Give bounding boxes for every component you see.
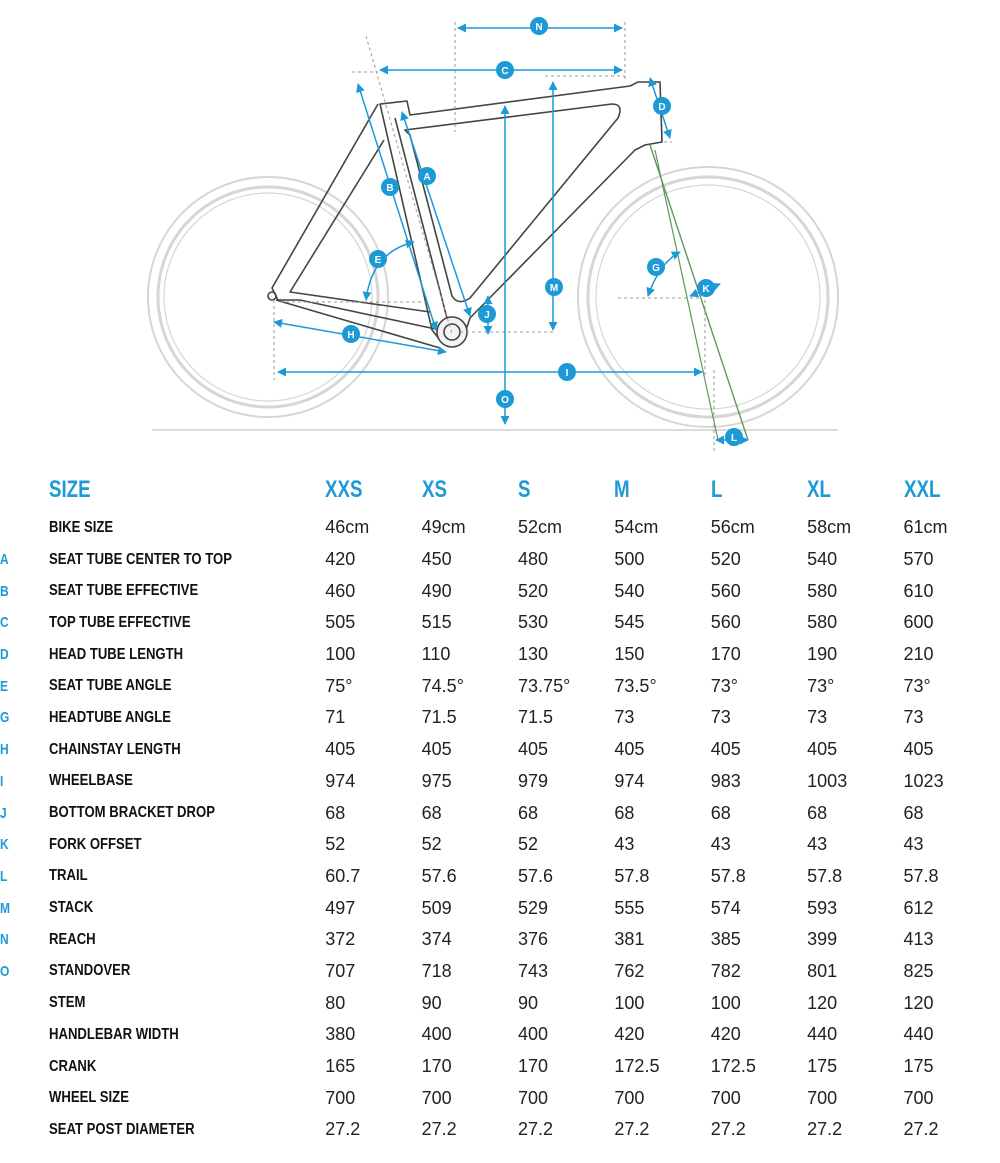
label-o-text: O bbox=[501, 395, 509, 406]
row-value: 593 bbox=[807, 897, 838, 918]
row-label: TRAIL bbox=[49, 867, 88, 885]
row-value: 73 bbox=[903, 707, 924, 728]
row-letter: D bbox=[0, 646, 9, 664]
label-badge-a bbox=[418, 167, 436, 185]
row-value: 440 bbox=[903, 1024, 934, 1045]
size-column-s: S bbox=[518, 476, 531, 503]
row-value: 170 bbox=[518, 1056, 549, 1077]
row-value: 43 bbox=[710, 834, 731, 855]
row-value: 610 bbox=[903, 580, 934, 601]
row-label: SEAT POST DIAMETER bbox=[49, 1120, 195, 1138]
row-value: 68 bbox=[421, 802, 442, 823]
row-label: STANDOVER bbox=[49, 962, 131, 980]
row-value: 90 bbox=[421, 992, 442, 1013]
bike-geometry-diagram bbox=[0, 0, 1000, 460]
row-value: 27.2 bbox=[710, 1119, 746, 1140]
dimension-guides bbox=[274, 22, 714, 452]
size-column-xxl: XXL bbox=[903, 476, 940, 503]
size-column-xl: XL bbox=[807, 476, 832, 503]
row-letter: E bbox=[0, 677, 9, 695]
row-letter: C bbox=[0, 614, 9, 632]
header-letter-spacer bbox=[0, 468, 49, 512]
row-value: 801 bbox=[807, 960, 838, 981]
table-row bbox=[0, 861, 1000, 893]
row-value: 540 bbox=[807, 549, 838, 570]
front-wheel bbox=[578, 167, 838, 427]
row-value: 825 bbox=[903, 960, 934, 981]
table-row bbox=[0, 892, 1000, 924]
table-row bbox=[0, 607, 1000, 639]
row-value: 170 bbox=[421, 1056, 452, 1077]
geometry-table-body bbox=[0, 512, 1000, 1146]
row-label: TOP TUBE EFFECTIVE bbox=[49, 613, 191, 631]
table-row bbox=[0, 1019, 1000, 1051]
row-value: 68 bbox=[614, 802, 635, 823]
row-value: 700 bbox=[325, 1087, 356, 1108]
dimension-arrows bbox=[274, 28, 748, 440]
row-value: 52cm bbox=[518, 517, 563, 538]
table-row bbox=[0, 544, 1000, 576]
label-l-text: L bbox=[730, 433, 738, 444]
row-value: 73° bbox=[710, 675, 739, 696]
row-value: 707 bbox=[325, 960, 356, 981]
row-value: 110 bbox=[421, 644, 451, 665]
label-h-text: H bbox=[347, 330, 355, 341]
row-letter: I bbox=[0, 772, 4, 790]
row-value: 73 bbox=[807, 707, 828, 728]
row-label: BIKE SIZE bbox=[49, 518, 114, 536]
label-badge-m bbox=[545, 278, 563, 296]
row-value: 580 bbox=[807, 612, 838, 633]
row-value: 27.2 bbox=[614, 1119, 650, 1140]
row-value: 700 bbox=[518, 1087, 549, 1108]
row-letter bbox=[0, 987, 39, 1019]
size-header-label: SIZE bbox=[49, 476, 91, 503]
table-row bbox=[0, 1114, 1000, 1146]
row-label: HANDLEBAR WIDTH bbox=[49, 1025, 179, 1043]
row-label: HEADTUBE ANGLE bbox=[49, 708, 172, 726]
row-value: 743 bbox=[518, 960, 549, 981]
row-letter: O bbox=[0, 962, 10, 980]
size-column-xxs: XXS bbox=[325, 476, 363, 503]
row-value: 520 bbox=[710, 549, 741, 570]
row-label: BOTTOM BRACKET DROP bbox=[49, 804, 216, 822]
label-k-text: K bbox=[702, 284, 710, 295]
row-label: SEAT TUBE ANGLE bbox=[49, 677, 172, 695]
label-badge-o bbox=[496, 390, 514, 408]
row-value: 376 bbox=[518, 929, 549, 950]
label-e-text: E bbox=[374, 255, 382, 266]
row-letter bbox=[0, 1019, 39, 1051]
row-value: 57.6 bbox=[518, 865, 554, 886]
row-value: 100 bbox=[710, 992, 741, 1013]
row-value: 73 bbox=[710, 707, 731, 728]
label-badge-k bbox=[697, 279, 715, 297]
row-value: 27.2 bbox=[421, 1119, 457, 1140]
row-label: HEAD TUBE LENGTH bbox=[49, 645, 184, 663]
row-value: 580 bbox=[807, 580, 838, 601]
row-value: 979 bbox=[518, 770, 549, 791]
row-value: 983 bbox=[710, 770, 741, 791]
row-value: 782 bbox=[710, 960, 741, 981]
row-value: 80 bbox=[325, 992, 346, 1013]
label-n-text: N bbox=[535, 22, 543, 33]
row-value: 413 bbox=[903, 929, 934, 950]
table-row bbox=[0, 956, 1000, 988]
row-letter: K bbox=[0, 836, 9, 854]
row-value: 27.2 bbox=[807, 1119, 843, 1140]
row-value: 73.5° bbox=[614, 675, 657, 696]
row-value: 374 bbox=[421, 929, 452, 950]
row-value: 57.6 bbox=[421, 865, 457, 886]
row-value: 1023 bbox=[903, 770, 944, 791]
row-label: WHEELBASE bbox=[49, 772, 134, 790]
row-value: 27.2 bbox=[518, 1119, 554, 1140]
row-value: 509 bbox=[421, 897, 452, 918]
row-label: CHAINSTAY LENGTH bbox=[49, 740, 181, 758]
label-a-text: A bbox=[423, 172, 431, 183]
row-value: 73 bbox=[614, 707, 635, 728]
row-value: 460 bbox=[325, 580, 356, 601]
row-value: 400 bbox=[518, 1024, 549, 1045]
row-label: STACK bbox=[49, 899, 94, 917]
row-value: 100 bbox=[614, 992, 645, 1013]
row-value: 49cm bbox=[421, 517, 466, 538]
row-letter bbox=[0, 1082, 39, 1114]
row-value: 440 bbox=[807, 1024, 838, 1045]
row-value: 58cm bbox=[807, 517, 852, 538]
row-value: 450 bbox=[421, 549, 452, 570]
row-value: 420 bbox=[614, 1024, 645, 1045]
size-column-l: L bbox=[710, 476, 723, 503]
row-value: 73° bbox=[903, 675, 931, 696]
row-value: 529 bbox=[518, 897, 549, 918]
row-value: 61cm bbox=[903, 517, 948, 538]
row-label: CRANK bbox=[49, 1057, 97, 1075]
table-row bbox=[0, 639, 1000, 671]
row-value: 52 bbox=[325, 834, 346, 855]
row-value: 505 bbox=[325, 612, 356, 633]
label-badge-j bbox=[478, 305, 496, 323]
geometry-table bbox=[0, 468, 1000, 1146]
row-value: 90 bbox=[518, 992, 539, 1013]
row-value: 68 bbox=[710, 802, 731, 823]
row-letter bbox=[0, 512, 39, 544]
row-value: 555 bbox=[614, 897, 645, 918]
row-value: 530 bbox=[518, 612, 549, 633]
row-value: 56cm bbox=[710, 517, 755, 538]
label-badge-n bbox=[530, 17, 548, 35]
bike-frame bbox=[268, 82, 662, 348]
row-value: 27.2 bbox=[325, 1119, 361, 1140]
row-value: 43 bbox=[903, 834, 924, 855]
row-value: 120 bbox=[807, 992, 838, 1013]
row-value: 405 bbox=[807, 739, 838, 760]
label-badge-h bbox=[342, 325, 360, 343]
row-value: 700 bbox=[614, 1087, 645, 1108]
row-label: STEM bbox=[49, 994, 86, 1012]
row-value: 570 bbox=[903, 549, 934, 570]
row-value: 381 bbox=[614, 929, 645, 950]
row-value: 540 bbox=[614, 580, 645, 601]
row-letter: N bbox=[0, 931, 9, 949]
row-value: 400 bbox=[421, 1024, 452, 1045]
row-value: 405 bbox=[421, 739, 452, 760]
table-row bbox=[0, 734, 1000, 766]
row-value: 165 bbox=[325, 1056, 356, 1077]
label-badge-i bbox=[558, 363, 576, 381]
bike-geometry-svg bbox=[0, 0, 1000, 460]
row-value: 68 bbox=[518, 802, 539, 823]
row-value: 52 bbox=[518, 834, 539, 855]
row-letter bbox=[0, 1114, 39, 1146]
table-row bbox=[0, 766, 1000, 798]
row-value: 560 bbox=[710, 612, 741, 633]
row-value: 57.8 bbox=[614, 865, 650, 886]
row-value: 490 bbox=[421, 580, 452, 601]
row-letter: M bbox=[0, 899, 10, 917]
table-row bbox=[0, 797, 1000, 829]
row-letter: G bbox=[0, 709, 10, 727]
row-value: 71 bbox=[325, 707, 346, 728]
row-value: 54cm bbox=[614, 517, 659, 538]
row-letter: L bbox=[0, 867, 8, 885]
row-label: FORK OFFSET bbox=[49, 835, 142, 853]
row-value: 100 bbox=[325, 644, 356, 665]
table-row bbox=[0, 987, 1000, 1019]
row-value: 130 bbox=[518, 644, 549, 665]
table-row bbox=[0, 829, 1000, 861]
row-value: 1003 bbox=[807, 770, 848, 791]
row-value: 762 bbox=[614, 960, 645, 981]
row-value: 420 bbox=[710, 1024, 741, 1045]
row-value: 120 bbox=[903, 992, 934, 1013]
row-value: 68 bbox=[807, 802, 828, 823]
table-row bbox=[0, 670, 1000, 702]
row-value: 974 bbox=[325, 770, 356, 791]
row-value: 46cm bbox=[325, 517, 370, 538]
row-value: 700 bbox=[903, 1087, 934, 1108]
size-column-xs: XS bbox=[421, 476, 447, 503]
row-value: 190 bbox=[807, 644, 838, 665]
row-value: 500 bbox=[614, 549, 645, 570]
row-label: REACH bbox=[49, 930, 96, 948]
table-row bbox=[0, 924, 1000, 956]
row-value: 405 bbox=[325, 739, 356, 760]
row-value: 405 bbox=[518, 739, 549, 760]
row-value: 57.8 bbox=[710, 865, 746, 886]
row-value: 380 bbox=[325, 1024, 356, 1045]
label-d-text: D bbox=[658, 102, 666, 113]
row-label: SEAT TUBE EFFECTIVE bbox=[49, 582, 199, 600]
row-value: 600 bbox=[903, 612, 934, 633]
row-value: 612 bbox=[903, 897, 934, 918]
row-value: 372 bbox=[325, 929, 356, 950]
row-value: 718 bbox=[421, 960, 452, 981]
row-letter: B bbox=[0, 582, 9, 600]
table-row bbox=[0, 702, 1000, 734]
row-value: 210 bbox=[903, 644, 934, 665]
row-label: SEAT TUBE CENTER TO TOP bbox=[49, 550, 233, 568]
row-value: 420 bbox=[325, 549, 356, 570]
label-badge-d bbox=[653, 97, 671, 115]
row-value: 74.5° bbox=[421, 675, 464, 696]
row-value: 480 bbox=[518, 549, 549, 570]
label-b-text: B bbox=[386, 183, 394, 194]
row-value: 405 bbox=[710, 739, 741, 760]
row-value: 43 bbox=[614, 834, 635, 855]
row-value: 560 bbox=[710, 580, 741, 601]
label-m-text: M bbox=[549, 283, 559, 294]
row-value: 71.5 bbox=[518, 707, 554, 728]
size-column-m: M bbox=[614, 476, 631, 503]
row-value: 405 bbox=[903, 739, 934, 760]
row-value: 27.2 bbox=[903, 1119, 939, 1140]
row-value: 150 bbox=[614, 644, 645, 665]
row-value: 172.5 bbox=[614, 1056, 660, 1077]
row-value: 73.75° bbox=[518, 675, 571, 696]
row-letter bbox=[0, 1051, 39, 1083]
row-value: 71.5 bbox=[421, 707, 457, 728]
row-letter: A bbox=[0, 551, 9, 569]
row-value: 60.7 bbox=[325, 865, 361, 886]
row-value: 574 bbox=[710, 897, 741, 918]
row-value: 497 bbox=[325, 897, 356, 918]
row-value: 68 bbox=[325, 802, 346, 823]
row-value: 73° bbox=[807, 675, 835, 696]
row-value: 68 bbox=[903, 802, 924, 823]
row-label: WHEEL SIZE bbox=[49, 1089, 130, 1107]
row-value: 385 bbox=[710, 929, 741, 950]
label-j-text: J bbox=[484, 310, 490, 321]
label-badge-b bbox=[381, 178, 399, 196]
label-c-text: C bbox=[501, 66, 509, 77]
row-value: 175 bbox=[903, 1056, 934, 1077]
table-header-row bbox=[0, 468, 1000, 512]
label-g-text: G bbox=[652, 263, 660, 274]
row-value: 57.8 bbox=[903, 865, 939, 886]
row-value: 405 bbox=[614, 739, 645, 760]
table-row bbox=[0, 1082, 1000, 1114]
row-value: 545 bbox=[614, 612, 645, 633]
row-value: 520 bbox=[518, 580, 549, 601]
row-value: 399 bbox=[807, 929, 838, 950]
row-value: 172.5 bbox=[710, 1056, 756, 1077]
label-badge-c bbox=[496, 61, 514, 79]
row-value: 700 bbox=[710, 1087, 741, 1108]
label-badge-g bbox=[647, 258, 665, 276]
table-row bbox=[0, 512, 1000, 544]
label-i-text: I bbox=[565, 368, 569, 379]
row-value: 43 bbox=[807, 834, 828, 855]
table-row bbox=[0, 1051, 1000, 1083]
row-value: 700 bbox=[807, 1087, 838, 1108]
row-letter: J bbox=[0, 804, 7, 822]
row-value: 170 bbox=[710, 644, 741, 665]
row-value: 700 bbox=[421, 1087, 452, 1108]
label-badge-l bbox=[725, 428, 743, 446]
row-value: 175 bbox=[807, 1056, 838, 1077]
row-value: 52 bbox=[421, 834, 442, 855]
row-value: 57.8 bbox=[807, 865, 843, 886]
row-value: 975 bbox=[421, 770, 452, 791]
row-value: 515 bbox=[421, 612, 452, 633]
label-badge-e bbox=[369, 250, 387, 268]
row-value: 974 bbox=[614, 770, 645, 791]
row-letter: H bbox=[0, 741, 9, 759]
table-row bbox=[0, 575, 1000, 607]
row-value: 75° bbox=[325, 675, 353, 696]
